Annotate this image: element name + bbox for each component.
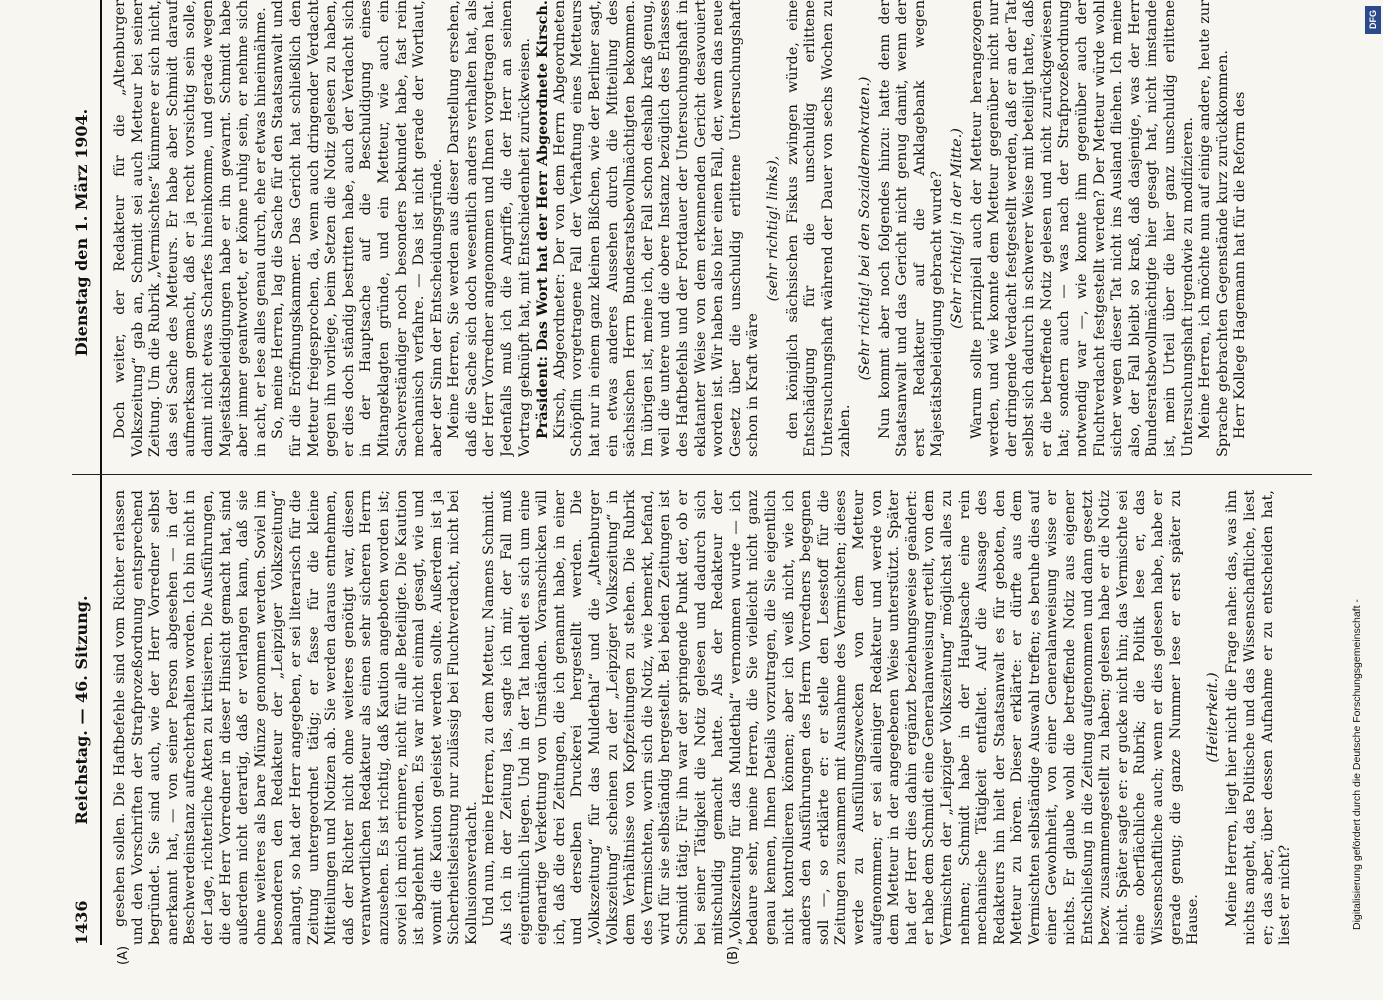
- margin-marker-b: (B): [726, 945, 741, 965]
- paragraph: den königlich sächsischen Fiskus zwingen würde, eine Entschädigung für die unschuldig erlittene Untersuchungshaft während der Dauer von sechs Wochen zu zahlen.: [784, 0, 854, 457]
- paragraph: Warum sollte prinzipiell auch der Metteur herangezogen werden, und wie konnte dem Metteur gegenüber nicht nur der dringende Verdacht festgestellt werden, daß er an der Tat selbst sich dadurch in schwerer Weise mit beteiligt hatte, daß er die betreffende Notiz gelesen und nicht zurückgewiesen hat; sondern auch — was nach der Strafprozeßordnung notwendig war —, wie konnte ihm gegenüber auch der Fluchtverdacht festgestellt werden? Der Metteur würde wohl sicher wegen dieser Tat nicht ins Ausland fliehen. Ich meine also, der Fall bleibt so kraß, daß dasjenige, was der Herr Bundesratsbevollmächtigte hier gesagt hat, nicht imstande ist, mein Urteil über die hier ganz unschuldig erlittene Untersuchungshaft irgendwie zu modifizieren.: [968, 0, 1196, 457]
- paragraph: Und nun, meine Herren, zu dem Metteur, Namens Schmidt. Als ich in der Zeitung las, sagte ich mir, der Fall muß eigentümlich liegen. Und in der Tat handelt es sich um eine eigenartige Verkettung von Umständen. Voranschicken will ich, daß die drei Zeitungen, die ich genannt habe, in einer und derselben Druckerei hergestellt werden. Die „Volkszeitung“ für das Muldethal“ und die „Altenburger Volkszeitung“ scheinen zu der „Leipziger Volkszeitung“ in dem Verhältnisse von Kopfzeitungen zu stehen. Die Rubrik des Vermischten, worin sich die Notiz, wie bemerkt, befand, wird für sie selbständig hergestellt. Bei beiden Zeitungen ist Schmidt tätig. Für ihn war der springende Punkt der, ob er bei seiner Tätigkeit die Notiz gelesen und dadurch sich mitschuldig gemacht hatte. Als der Redakteur der „Volkszeitung für das Muldethal“ vernommen wurde — ich bedaure sehr, meine Herren, die Sie vielleicht nicht ganz genau kennen, Ihnen Details vorzutragen, die Sie eigentlich nicht kontrollieren können; aber ich weiß nicht, wie ich anders den Ausführungen des Herrn Vorredners begegnen soll —, so erklärte er: er stelle den Lesestoff für die Zeitungen zusammen mit Ausnahme des Vermischten; dieses werde zu Ausfüllungszwecken von dem Metteur aufgenommen; er sei alleiniger Redakteur und werde von dem Metteur in der angegebenen Weise unterstützt. Später hat der Herr dies dahin ergänzt beziehungsweise geändert: er habe dem Schmidt eine Generalanweisung erteilt, von dem Vermischten der „Leipziger Volkszeitung“ möglichst alles zu nehmen; Schmidt habe in der Hauptsache eine rein mechanische Tätigkeit entfaltet. Auf die Aussage des Redakteurs hin hielt der Staatsanwalt es für geboten, den Metteur zu hören. Dieser erklärte: er dürfte aus dem Vermischten selbständige Auswahl treffen; es beruhe dies auf einer Gewohnheit, von einer Generalanweisung wisse er nichts. Er glaube wohl die betreffende Notiz aus eigener Entschließung in die Zeitung aufgenommen und dann gesetzt bezw. zusammengestellt zu haben; gelesen habe er die Notiz nicht. Später sagte er: er gucke nicht hin; das Vermischte sei eine oberflächliche Rubrik; die Politik lese er, das Wissenschaftliche auch; wenn er dies gelesen habe, habe er gerade genug; die ganze Nummer lese er erst später zu Hause.: [481, 490, 1202, 945]
- margin-marker-a: (A): [116, 945, 131, 965]
- right-column: [112, 0, 1312, 457]
- paragraph: Nun kommt aber noch folgendes hinzu: hatte denn der Staatsanwalt und das Gericht nicht genug damit, wenn der erst Redakteur auf die Anklagebank wegen Majestätsbeleidigung gebracht wurde?: [876, 0, 946, 457]
- column-divider: [72, 474, 1312, 475]
- paragraph: Meine Herren, liegt hier nicht die Frage nahe: das, was ihn nichts angeht, das Politische und das Wissenschaftliche, liest er; das aber, über dessen Aufnahme er zu entscheiden hat, liest er nicht?: [1224, 490, 1294, 945]
- paragraph: Herr Kollege Hagemann hat für die Reform des: [1232, 91, 1249, 439]
- paragraph: Meine Herren, ich möchte nun auf einige andere, heute zur Sprache gebrachten Gegenstände kurz zurückkommen.: [1197, 0, 1231, 457]
- left-column: [112, 490, 1312, 945]
- interjection: (Sehr richtig! in der Mitte.): [948, 128, 965, 329]
- header-left-title: Reichstag. — 46. Sitzung.: [72, 595, 91, 825]
- paragraph: Meine Herren, Sie werden aus dieser Darstellung ersehen, daß die Sache sich doch wesentlich anders verhalten hat, als der Herr Vorredner angenommen und Ihnen vorgetragen hat. Jedenfalls muß ich die Angriffe, die der Herr an seinen Vortrag geknüpft hat, mit Entschiedenheit zurückweisen.: [446, 0, 533, 457]
- paragraph: Kirsch, Abgeordneter: Der von dem Herrn Abgeordneten Schöpflin vorgetragene Fall der Verhaftung eines Metteurs hat nur in einem ganz kleinen Bißchen, wie der Berliner sagt, ein etwas anderes Aussehen durch die Mitteilung des sächsischen Herrn Bundesratsbevollmächtigten bekommen. Im übrigen ist, meine ich, der Fall schon deshalb kraß genug, weil die untere und die obere Instanz bezüglich des Erlasses des Haftbefehls und der Fortdauer der Untersuchungshaft in eklatanter Weise von dem erkennenden Gericht desavouiert worden ist. Wir haben also hier einen Fall, der, wenn das neue Gesetz über die unschuldig erlittene Untersuchungshaft schon in Kraft wäre: [551, 0, 762, 457]
- page-header: [60, 0, 102, 945]
- page-number: 1436: [72, 900, 91, 945]
- digitization-credit: Digitalisierung gefördert durch die Deutsche Forschungsgemeinschaft -: [1351, 599, 1363, 930]
- paragraph: gesehen sollen. Die Haftbefehle sind vom Richter erlassen und den Vorschriften der Strafprozeßordnung entsprechend begründet. Sie sind auch, wie der Herr Vorredner selbst anerkannt hat, — von seiner Person abgesehen — in der Beschwerdeinstanz aufrechterhalten worden. Ich bin nicht in der Lage, richterliche Akten zu kritisieren. Die Ausführungen, die der Herr Vorredner in dieser Hinsicht gemacht hat, sind außerdem nicht derartig, daß er verlangen kann, daß sie ohne weiteres als bare Münze genommen werden. Soviel im besonderen den Redakteur der „Leipziger Volkszeitung“ anlangt, so hat der Herr angegeben, er sei literarisch für die Zeitung untergeordnet tätig; er fasse für die kleine Mitteilungen und Notizen ab. Sie werden daraus entnehmen, daß der Richter nicht ohne weiteres genötigt war, diesen verantwortlichen Redakteur als einen sehr sicheren Herrn anzusehen. Es ist richtig, daß Kaution angeboten worden ist; soviel ich mich erinnere, nicht für alle Beteiligte. Die Kaution ist abgelehnt worden. Es war nicht einmal gesagt, wie und womit die Kaution geleistet werden sollte. Außerdem ist ja Sicherheitsleistung nur zulässig bei Fluchtverdacht, nicht bei Kollusionsverdacht.: [112, 490, 480, 945]
- paragraph: Doch weiter, der Redakteur für die „Altenburger Volkszeitung“ gab an, Schmidt sei auch Metteur bei seiner Zeitung. Um die Rubrik „Vermischtes“ kümmere er sich nicht, das sei Sache des Metteurs. Er habe aber Schmidt darauf aufmerksam gemacht, daß er ja recht vorsichtig sein solle, damit nicht etwas Scharfes hineinkomme, und gerade wegen Majestätsbeleidigungen habe er ihn gewarnt. Schmidt habe aber immer geantwortet, er könne ruhig sein, er nehme sich in acht, er lese alles genau durch, ehe er etwas hineinnähme.: [112, 0, 269, 457]
- interjection: (Heiterkeit.): [1204, 672, 1221, 763]
- interjection: (sehr richtig! links),: [764, 155, 781, 302]
- interjection: (Sehr richtig! bei den Sozialdemokraten.): [856, 76, 873, 381]
- speaker-line: Präsident: Das Wort hat der Herr Abgeordnete Kirsch.: [534, 0, 552, 439]
- rotated-page: [60, 0, 1322, 965]
- header-right-title: Dienstag den 1. März 1904.: [72, 108, 91, 357]
- dfg-logo: DFG: [1365, 6, 1381, 34]
- paragraph: So, meine Herren, lag die Sache für den Staatsanwalt und für die Eröffnungskammer. Das Gericht hat schließlich den Metteur freigesprochen, da, wenn auch dringender Verdacht gegen ihn vorliege, beim Setzen die Notiz gelesen zu haben, er dies doch ständig bestritten habe, auch der Verdacht sich in der Hauptsache auf die Beschuldigung eines Mitangeklagten gründe, und ein Metteur, wie auch ein Sachverständiger noch besonders bekundet habe, fast rein mechanisch verfahre. — Das ist nicht gerade der Wortlaut, aber der Sinn der Entscheidungsgründe.: [270, 0, 445, 457]
